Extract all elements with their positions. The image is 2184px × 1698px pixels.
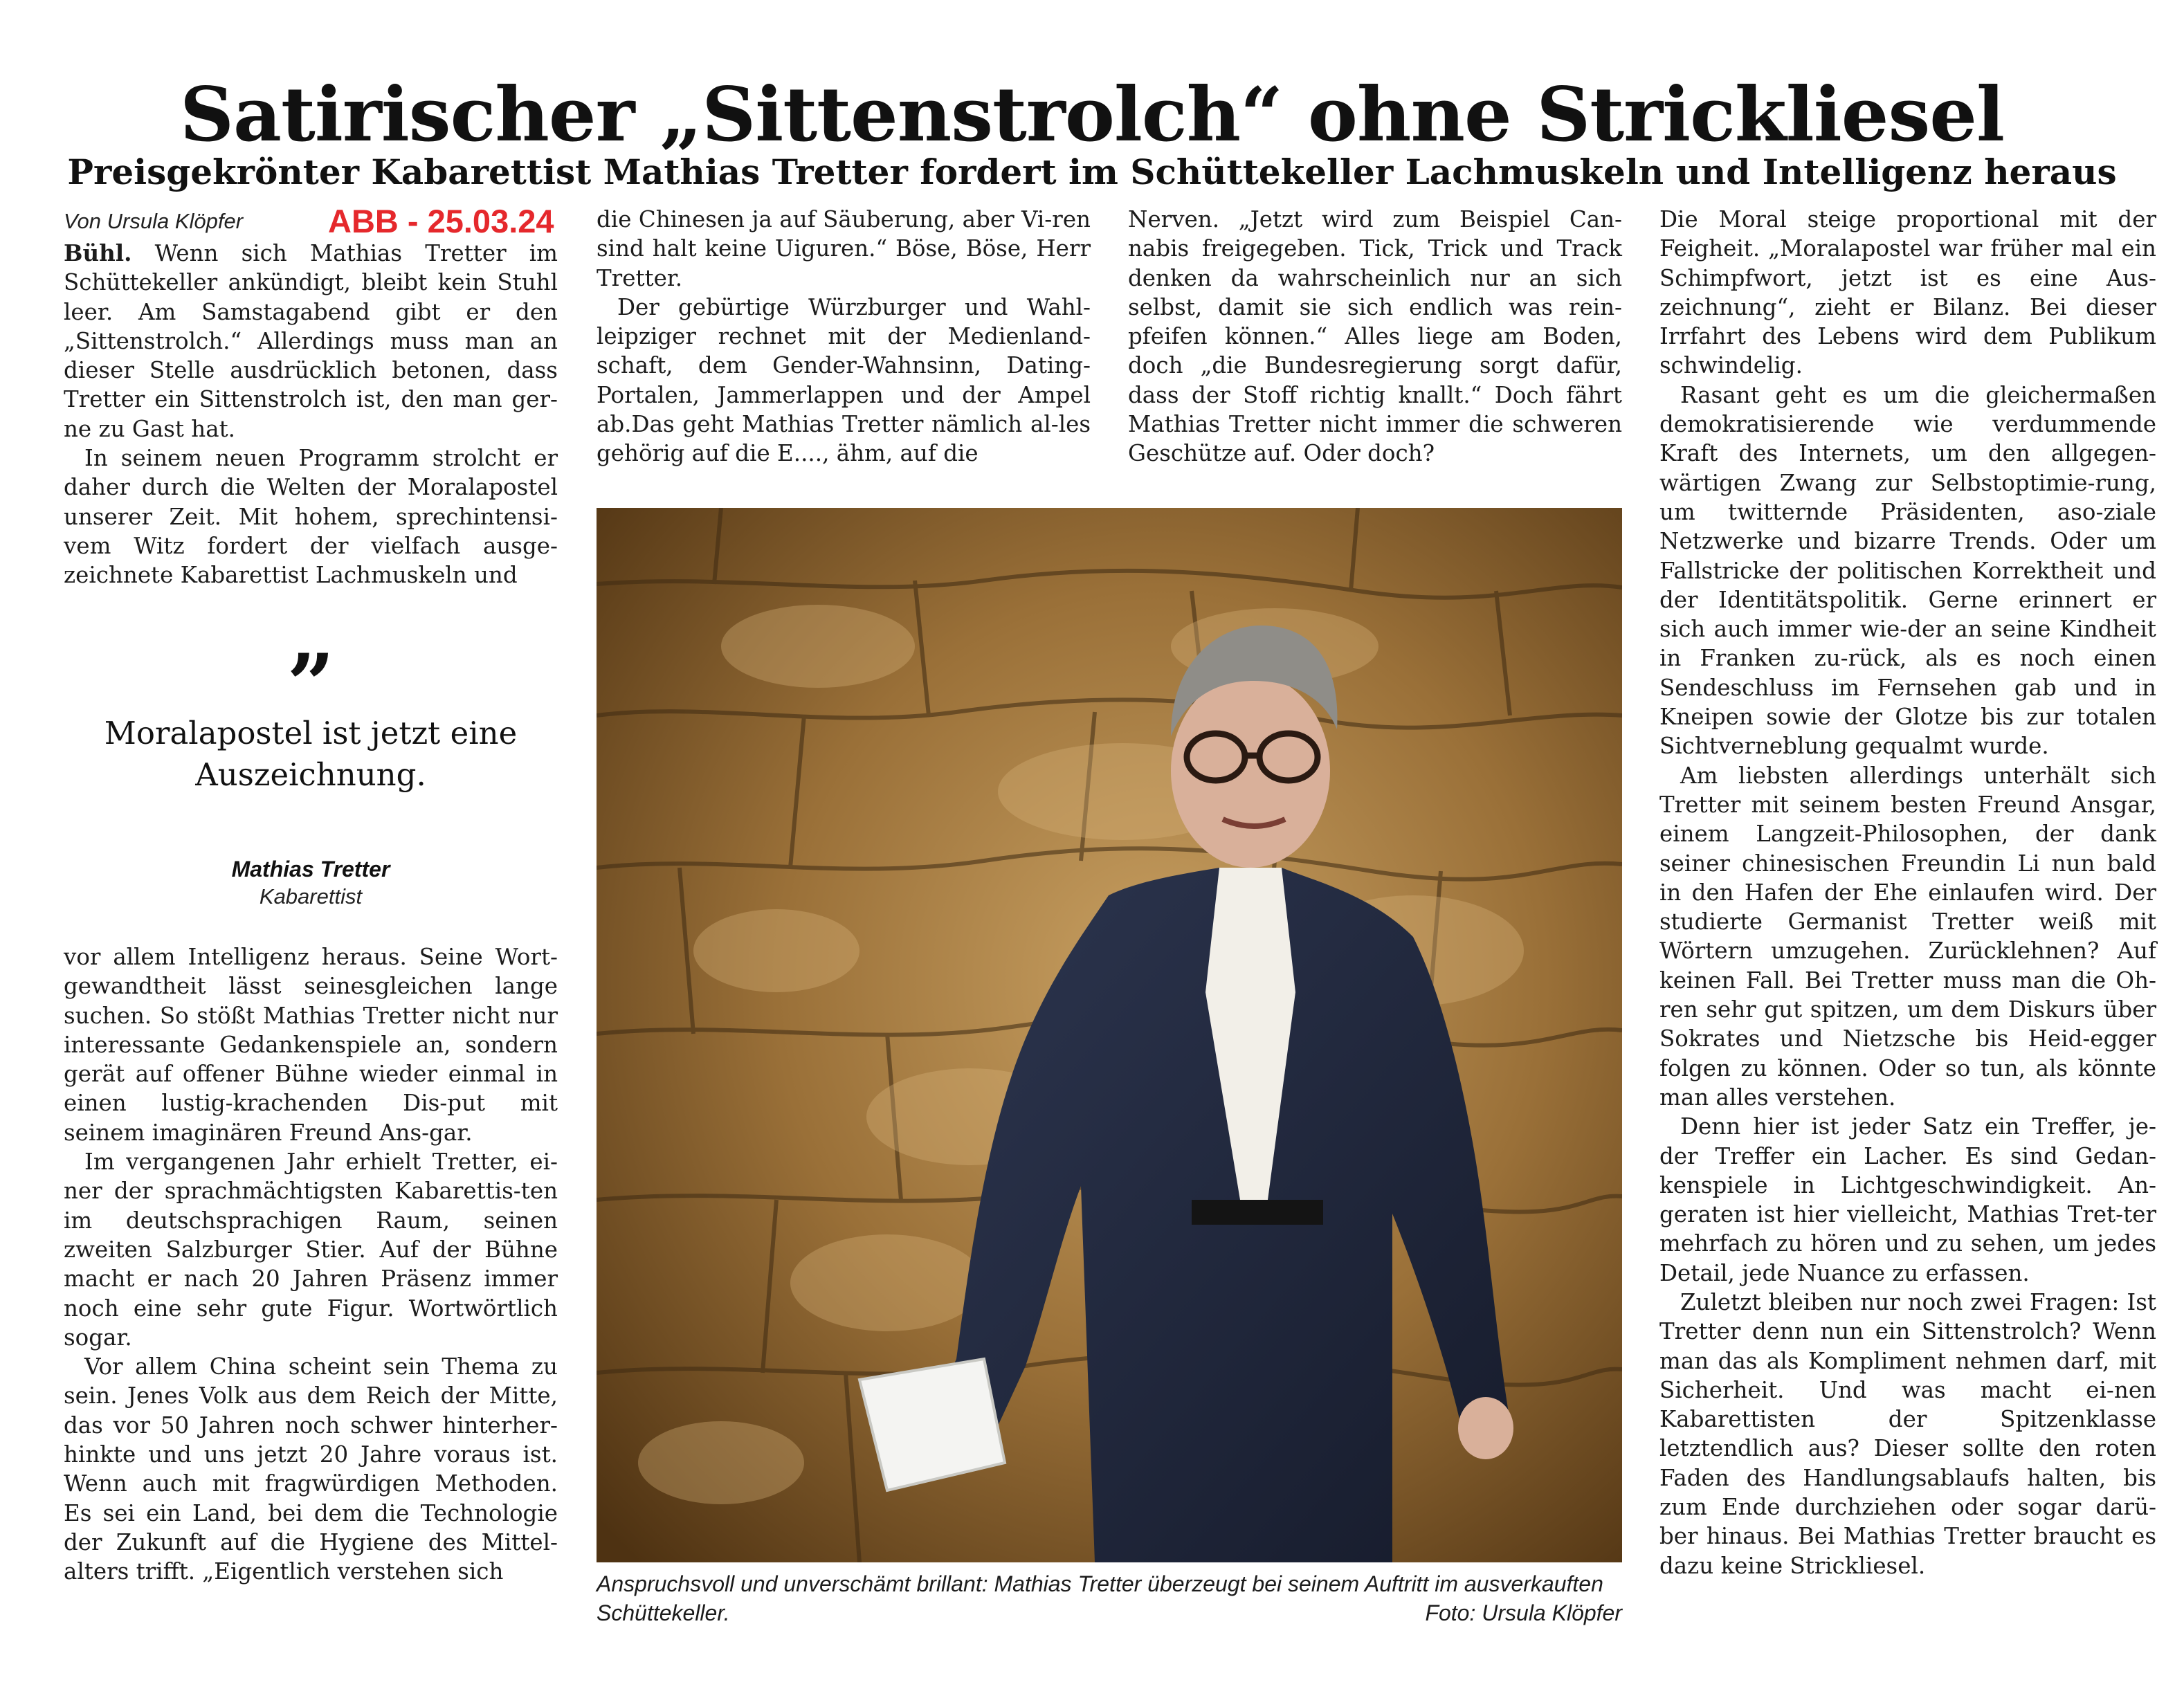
paragraph: Am liebsten allerdings unterhält sich Tretter mit seinem besten Freund Ansgar, einem Langzeit-Philosophen, der dank seiner chinesischen Freundin Li nun bald in den Hafen der Ehe einlaufen wird. Der studierte Germanist Tretter weiß mit Wörtern umzugehen. Zurücklehnen? Auf keinen Fall. Bei Tretter muss man die Oh-ren sehr gut spitzen, um dem Diskurs über Sokrates und Nietzsche bis Heid-egger folgen zu können. Oder so tun, als könnte man alles verstehen. <box>1659 762 2156 1111</box>
pull-quote-role: Kabarettist <box>259 884 363 909</box>
quote-mark-icon: ” <box>286 636 335 733</box>
paragraph <box>64 239 558 444</box>
photo-caption <box>597 1569 1622 1627</box>
article-photo <box>597 508 1622 1562</box>
photo-illustration <box>597 508 1622 1562</box>
paragraph: In seinem neuen Programm strolcht er daher durch die Welten der Moralapostel unserer Zeit. Mit hohem, sprechintensi-vem Witz fordert der vielfach ausge-zeichnete Kabarettist Lachmuskeln und <box>64 445 558 589</box>
paragraph-text: Wenn sich Mathias Tretter im Schüttekeller ankündigt, bleibt kein Stuhl leer. Am Samstagabend gibt er den „Sittenstrolch.“ Allerdings muss man an dieser Stelle ausdrücklich betonen, dass Tretter ein Sittenstrolch ist, den man ger-ne zu Gast hat. <box>64 240 558 442</box>
dateline-place: Bühl. <box>64 239 132 266</box>
photo-credit: Foto: Ursula Klöpfer <box>1425 1600 1622 1625</box>
date-stamp: ABB - 25.03.24 <box>328 203 554 239</box>
article-column-1-bottom <box>64 942 558 1587</box>
paragraph: Zuletzt bleiben nur noch zwei Fragen: Ist Tretter denn nun ein Sittenstrolch? Wenn man das als Kompliment nehmen darf, mit Sicherheit. Und was macht ei-nen Kabarettisten der Spitzenklasse letztendlich aus? Dieser sollte den roten Faden des Handlungsablaufs halten, bis zum Ende durchziehen oder sogar darü-ber hinaus. Bei Mathias Tretter braucht es dazu keine Strickliesel. <box>1659 1288 2156 1579</box>
paragraph: die Chinesen ja auf Säuberung, aber Vi-ren sind halt keine Uiguren.“ Böse, Böse, Herr Tretter. <box>597 206 1091 291</box>
paragraph: Vor allem China scheint sein Thema zu sein. Jenes Volk aus dem Reich der Mitte, das vor 50 Jahren noch schwer hinterher-hinkte und uns jetzt 20 Jahre voraus ist. Wenn auch mit fragwürdigen Methoden. Es sei ein Land, bei dem die Technologie der Zukunft auf die Hygiene des Mittel-alters trifft. „Eigentlich verstehen sich <box>64 1353 558 1585</box>
article-column-2 <box>597 205 1091 468</box>
article-column-4 <box>1659 205 2156 1580</box>
headline: Satirischer „Sittenstrolch“ ohne Strickliesel <box>179 71 2004 159</box>
pull-quote-text: Moralapostel ist jetzt eine Auszeichnung. <box>104 715 518 793</box>
paragraph: Die Moral steige proportional mit der Feigheit. „Moralapostel war früher mal ein Schimpfwort, jetzt ist es eine Aus-zeichnung“, zieht er Bilanz. Bei dieser Irrfahrt des Lebens wird dem Publikum schwindelig. <box>1659 206 2156 379</box>
photo-caption-text: Anspruchsvoll und unverschämt brillant: Mathias Tretter überzeugt bei seinem Auftritt im ausverkauften Schüttekeller. <box>597 1571 1603 1625</box>
paragraph: Nerven. „Jetzt wird zum Beispiel Can-nabis freigegeben. Tick, Trick und Track denken da wahrscheinlich nur an sich selbst, damit sie sich endlich was rein-pfeifen können.“ Alles liege am Boden, doch „die Bundesregierung sorgt dafür, dass der Stoff richtig knallt.“ Doch fährt Mathias Tretter nicht immer die schweren Geschütze auf. Oder doch? <box>1128 206 1622 467</box>
paragraph: Rasant geht es um die gleichermaßen demokratisierende wie verdummende Kraft des Internets, um den allgegen-wärtigen Zwang zur Selbstoptimie-rung, um twitternde Präsidenten, aso-ziale Netzwerke und bizarre Trends. Oder um Fallstricke der politischen Korrektheit und der Identitätspolitik. Gerne erinnert er sich auch immer wie-der an seine Kindheit in Franken zu-rück, als es noch einen Sendeschluss im Fernsehen gab und in Kneipen sowie der Glotze bis zur totalen Sichtverneblung gequalmt wurde. <box>1659 381 2156 760</box>
subheadline: Preisgekrönter Kabarettist Mathias Tretter fordert im Schüttekeller Lachmuskeln und Intelligenz heraus <box>67 151 2117 192</box>
paragraph: Denn hier ist jeder Satz ein Treffer, je-der Treffer ein Lacher. Es sind Gedan-kenspiele in Lichtgeschwindigkeit. An-geraten ist hier vielleicht, Mathias Tret-ter mehrfach zu hören und zu sehen, um jedes Detail, jede Nuance zu erfassen. <box>1659 1113 2156 1286</box>
byline: Von Ursula Klöpfer <box>64 209 244 233</box>
article-column-3 <box>1128 205 1622 468</box>
pull-quote-author: Mathias Tretter <box>231 857 390 882</box>
article-column-1-top <box>64 239 558 590</box>
paragraph: vor allem Intelligenz heraus. Seine Wort-gewandtheit lässt seinesgleichen lange suchen. So stößt Mathias Tretter nicht nur interessante Gedankenspiele an, sondern gerät auf offener Bühne wieder einmal in einen lustig-krachenden Dis-put mit seinem imaginären Freund Ans-gar. <box>64 944 558 1146</box>
paragraph: Im vergangenen Jahr erhielt Tretter, ei-ner der sprachmächtigsten Kabarettis-ten im deutschsprachigen Raum, seinen zweiten Salzburger Stier. Auf der Bühne macht er nach 20 Jahren Präsenz immer noch eine sehr gute Figur. Wortwörtlich sogar. <box>64 1149 558 1351</box>
paragraph: Der gebürtige Würzburger und Wahl-leipziger rechnet mit der Medienland-schaft, dem Gender-Wahnsinn, Dating-Portalen, Jammerlappen und der Ampel ab.Das geht Mathias Tretter nämlich al-les gehörig auf die E...., ähm, auf die <box>597 293 1091 467</box>
